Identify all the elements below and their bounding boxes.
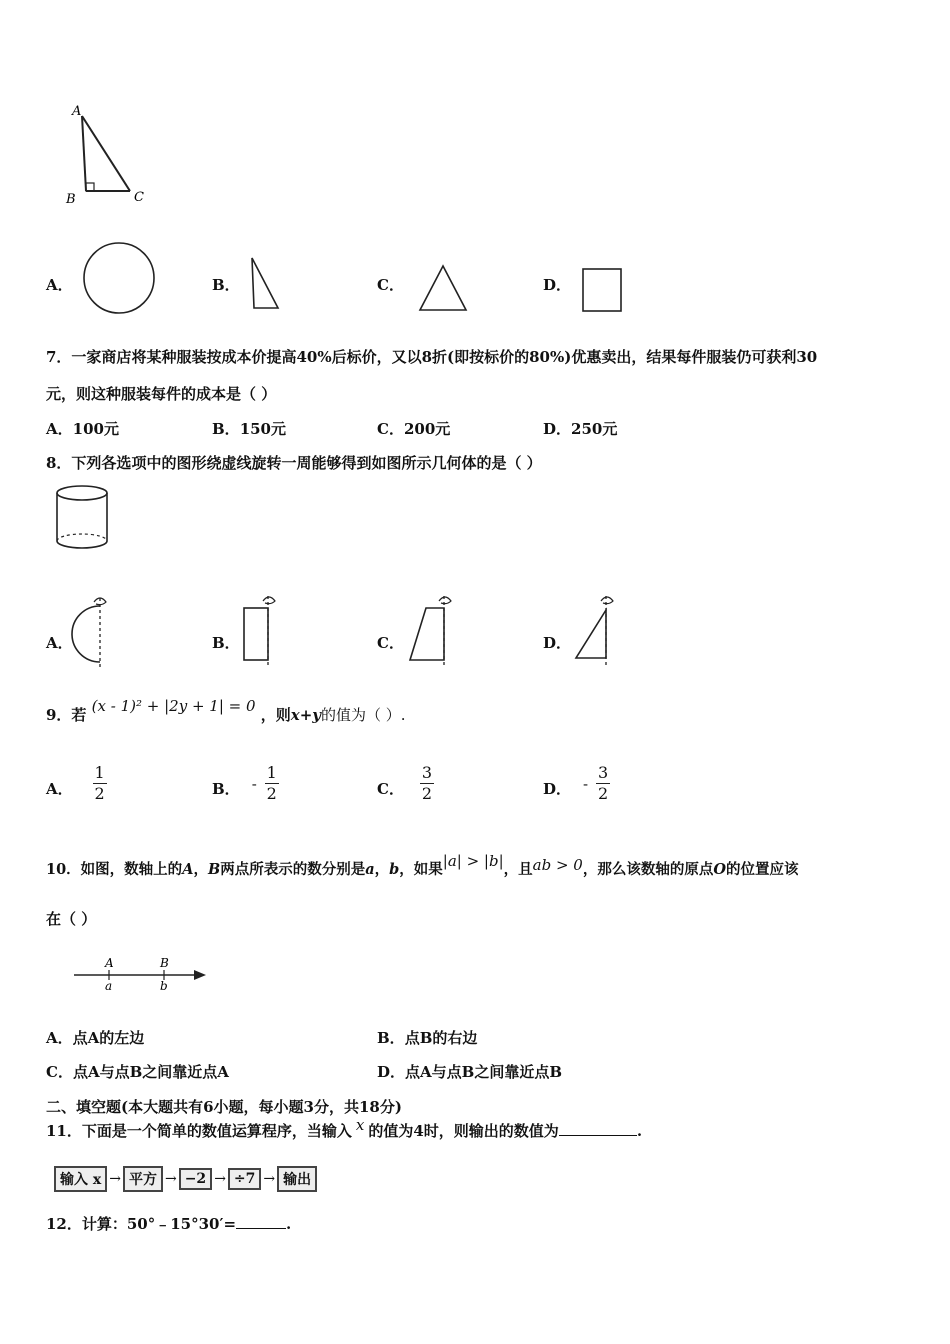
q8-option-d-triangle xyxy=(570,592,626,672)
q11-flowchart xyxy=(54,1166,317,1192)
q8-text: 8．下列各选项中的图形绕虚线旋转一周能够得到如图所示几何体的是（ ） xyxy=(46,454,542,472)
q11-answer-blank[interactable] xyxy=(559,1121,637,1136)
q10-number-line xyxy=(70,952,210,994)
q12-answer-blank[interactable] xyxy=(236,1214,286,1229)
flow-step-output: 输出 xyxy=(277,1166,317,1192)
q8-option-b-letter: B． xyxy=(212,634,240,652)
q10-option-b: B．点B的右边 xyxy=(377,1029,478,1047)
flow-arrow-icon: → xyxy=(164,1171,177,1187)
q10-condition-abs: |a| > |b| xyxy=(442,852,504,870)
q8-option-b-rectangle xyxy=(236,592,286,672)
q9-option-c: C． $\frac{3}{2}$ xyxy=(377,763,433,803)
vertex-label-c: C xyxy=(134,190,144,205)
q7-option-b: B．150元 xyxy=(212,420,286,438)
q10-text-line2: 在（ ） xyxy=(46,910,97,928)
q7-text-line2: 元，则这种服装每件的成本是（ ） xyxy=(46,385,277,403)
figure-cylinder xyxy=(50,480,116,556)
axis-label-a-lower: a xyxy=(105,979,113,993)
flow-arrow-icon: → xyxy=(109,1171,121,1187)
q7-text-line1: 7．一家商店将某种服装按成本价提高40%后标价，又以8折(即按标价的80%)优惠卖出，结果每件服装仍可获利30 xyxy=(46,348,818,366)
q6-option-b-letter: B． xyxy=(212,276,240,294)
flow-step-input: 输入 x xyxy=(54,1166,107,1192)
q9-option-a: A． $\frac{1}{2}$ xyxy=(46,763,105,803)
axis-label-a-upper: A xyxy=(105,956,114,970)
q9-equation: (x - 1)² + |2y + 1| = 0 xyxy=(91,697,256,715)
q6-option-c-letter: C． xyxy=(377,276,404,294)
vertex-label-b: B xyxy=(66,192,76,207)
q8-option-c-trapezoid xyxy=(404,592,460,672)
flow-step-minus-2: −2 xyxy=(179,1168,212,1190)
q6-option-a-letter: A． xyxy=(46,276,73,294)
flow-arrow-icon: → xyxy=(214,1171,226,1187)
q8-option-a-half-circle xyxy=(70,592,116,672)
q10-option-a: A．点A的左边 xyxy=(46,1029,145,1047)
flow-step-square: 平方 xyxy=(123,1166,163,1192)
q9-option-d: D． - $\frac{3}{2}$ xyxy=(543,763,609,803)
q6-option-a-circle xyxy=(80,240,160,318)
q7-option-c: C．200元 xyxy=(377,420,451,438)
q10-option-c: C．点A与点B之间靠近点A xyxy=(46,1063,229,1081)
q10-text-line1: 10．如图，数轴上的A，B两点所表示的数分别是a，b，如果|a| > |b|，且ab > 0，那么该数轴的原点O的位置应该 xyxy=(46,852,799,878)
flow-arrow-icon: → xyxy=(263,1171,276,1187)
q8-option-c-letter: C． xyxy=(377,634,404,652)
q9-option-b: B． - $\frac{1}{2}$ xyxy=(212,763,277,803)
q6-option-b-right-triangle xyxy=(244,254,284,314)
q10-option-d: D．点A与点B之间靠近点B xyxy=(377,1063,563,1081)
q8-option-d-letter: D． xyxy=(543,634,572,652)
q6-option-c-equilateral-triangle xyxy=(416,262,472,314)
q8-option-a-letter: A． xyxy=(46,634,73,652)
q12-text: 12．计算：50°﹣15°30′= . xyxy=(46,1215,292,1233)
section-heading-fill-in: 二、填空题(本大题共有6小题，每小题3分，共18分) xyxy=(46,1098,402,1116)
q6-option-d-letter: D． xyxy=(543,276,572,294)
q10-condition-product: ab > 0 xyxy=(532,856,583,874)
q6-option-d-square xyxy=(580,266,626,316)
figure-right-triangle-abc xyxy=(60,100,160,210)
q11-text: 11．下面是一个简单的数值运算程序，当输入 x 的值为4时，则输出的数值为 . xyxy=(46,1116,643,1140)
q9-text: 9．若 (x - 1)² + |2y + 1| = 0 ，则x+y的值为（ ）. xyxy=(46,697,406,724)
q7-option-d: D．250元 xyxy=(543,420,618,438)
vertex-label-a: A xyxy=(72,104,82,119)
axis-label-b-upper: B xyxy=(160,956,169,970)
flow-step-divide-7: ÷7 xyxy=(228,1168,261,1190)
q7-option-a: A．100元 xyxy=(46,420,119,438)
axis-label-b-lower: b xyxy=(160,979,168,993)
